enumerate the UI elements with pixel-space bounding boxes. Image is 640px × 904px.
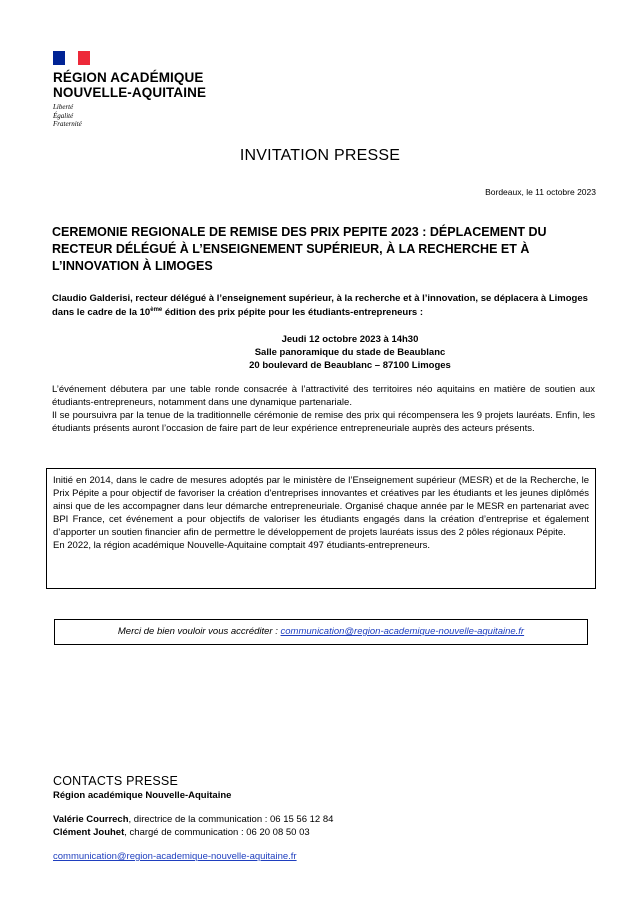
region-name-line1: RÉGION ACADÉMIQUE bbox=[53, 70, 204, 85]
french-flag-icon bbox=[53, 51, 90, 65]
contact-list bbox=[53, 813, 593, 839]
accreditation-box bbox=[54, 619, 588, 645]
motto-egalite: Égalité bbox=[53, 111, 74, 120]
contact-person-2-name: Clément Jouhet bbox=[53, 827, 125, 838]
accreditation-email-link[interactable]: communication@region-academique-nouvelle-aquitaine.fr bbox=[280, 626, 525, 637]
contact-person-1 bbox=[53, 813, 593, 826]
contacts-organization: Région académique Nouvelle-Aquitaine bbox=[53, 790, 232, 801]
pepite-info-box bbox=[46, 468, 596, 589]
event-venue: Salle panoramique du stade de Beaublanc bbox=[254, 347, 446, 358]
accreditation-text: Merci de bien vouloir vous accréditer : bbox=[117, 626, 281, 637]
body-paragraph-1: L’événement débutera par une table ronde consacrée à l’attractivité des territoires néo aquitains en matière de soutien aux étudiants-entrepreneurs, notamment dans une dynamique partenariale. bbox=[52, 384, 595, 408]
contacts-title: CONTACTS PRESSE bbox=[53, 774, 179, 788]
contact-person-1-role: , directrice de la communication : 06 15 56 12 84 bbox=[128, 814, 334, 825]
event-address: 20 boulevard de Beaublanc – 87100 Limoges bbox=[249, 360, 451, 371]
region-name bbox=[53, 70, 293, 100]
headline: CEREMONIE REGIONALE DE REMISE DES PRIX PEPITE 2023 : DÉPLACEMENT DU RECTEUR DÉLÉGUÉ À L’ENSEIGNEMENT SUPÉRIEUR, À LA RECHERCHE ET À L’INNOVATION À LIMOGES bbox=[52, 225, 547, 273]
dateline: Bordeaux, le 11 octobre 2023 bbox=[485, 187, 596, 197]
info-box-paragraph-2: En 2022, la région académique Nouvelle-Aquitaine comptait 497 étudiants-entrepreneurs. bbox=[53, 540, 431, 551]
flag-stripe-blue bbox=[53, 51, 65, 65]
region-name-line2: NOUVELLE-AQUITAINE bbox=[53, 85, 207, 100]
document-title: INVITATION PRESSE bbox=[239, 147, 401, 164]
lead-paragraph bbox=[52, 292, 592, 320]
info-box-paragraph-1: Initié en 2014, dans le cadre de mesures adoptés par le ministère de l’Enseignement supérieur (MESR) et de la Recherche, le Prix Pépite a pour objectif de favoriser la création d'entreprises innovantes et créatives par les étudiants et les jeunes diplômés ainsi que de les accompagner dans leur démarche entrepreneuriale. Organisé chaque année par le MESR en partenariat avec BPI France, cet événement a pour objectifs de valoriser les étudiants engagés dans la création d’entreprise et également d’apporter un soutien financier afin de permettre le développement de projets lauréats issus des 2 pôles régionaux Pépite. bbox=[53, 475, 589, 538]
body-paragraph-2: Il se poursuivra par la tenue de la traditionnelle cérémonie de remise des prix qui récompensera les 9 projets lauréats. Enfin, les étudiants présents auront l’occasion de faire part de leur expérience entrepreneuriale auprès des acteurs présents. bbox=[52, 410, 595, 434]
lead-text-end: édition des prix pépite pour les étudiants-entrepreneurs : bbox=[162, 307, 424, 318]
event-details bbox=[0, 333, 640, 372]
republic-motto bbox=[53, 103, 293, 129]
body-text bbox=[52, 383, 595, 435]
event-date: Jeudi 12 octobre 2023 à 14h30 bbox=[281, 334, 419, 345]
flag-stripe-red bbox=[78, 51, 90, 65]
contact-person-1-name: Valérie Courrech bbox=[53, 814, 129, 825]
contact-person-2-role: , chargé de communication : 06 20 08 50 03 bbox=[124, 827, 310, 838]
contacts-email bbox=[53, 850, 593, 863]
lead-superscript: ème bbox=[150, 306, 163, 313]
motto-fraternite: Fraternité bbox=[53, 120, 82, 128]
flag-stripe-white bbox=[65, 51, 77, 65]
contacts-email-link[interactable]: communication@region-academique-nouvelle-aquitaine.fr bbox=[53, 851, 297, 862]
lead-text-start: Claudio Galderisi, recteur délégué à l’enseignement supérieur, à la recherche et à l’innovation, se déplacera à Limoges dans le cadre de la 10 bbox=[52, 293, 588, 318]
motto-liberte: Liberté bbox=[53, 103, 74, 111]
press-contacts bbox=[53, 774, 593, 863]
logo-region-academique bbox=[53, 51, 293, 129]
contact-person-2 bbox=[53, 826, 593, 839]
